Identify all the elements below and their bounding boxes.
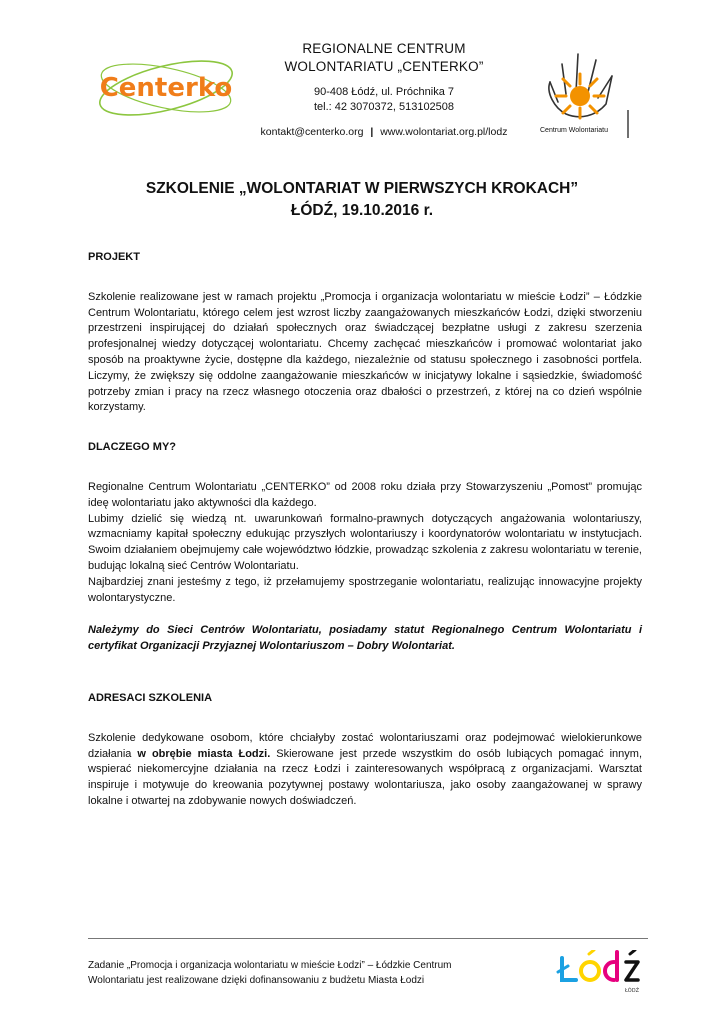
dlaczego-paragraph-2: Lubimy dzielić się wiedzą nt. uwarunkowań formalno-prawnych dotyczących angażowania wolontariuszy, wzmacniamy kapitał społeczny edukując przyszłych wolontariuszy i koordynatorów wolontariatu w instytucjach. Swoim działaniem obejmujemy całe województwo łódzkie, prowadząc szkolenia z zakresu wolontariatu w terenie, budując lokalną sieć Centrów Wolontariatu. — [88, 512, 642, 572]
footer-divider — [88, 938, 648, 939]
lodz-logo-caption: ŁÓDŹ — [624, 988, 640, 994]
section-heading-dlaczego: DLACZEGO MY? — [88, 441, 176, 454]
org-website[interactable]: www.wolontariat.org.pl/lodz — [380, 126, 508, 138]
section-heading-projekt: PROJEKT — [88, 251, 140, 263]
adresaci-paragraph — [88, 731, 642, 810]
dlaczego-paragraph-1: Regionalne Centrum Wolontariatu „CENTERKO” od 2008 roku działa przy Stowarzyszeniu „Pomost” promując ideę wolontariatu jako aktywności dla każdego. — [88, 480, 642, 509]
org-name-line2: WOLONTARIATU „CENTERKO” — [284, 59, 484, 74]
adresaci-bold: w obrębie miasta Łodzi. — [137, 747, 271, 760]
document-title — [0, 178, 724, 222]
centerko-logo-text: Centerko — [99, 73, 233, 103]
title-line2: ŁÓDŹ, 19.10.2016 r. — [290, 202, 434, 219]
title-line1: SZKOLENIE „WOLONTARIAT W PIERWSZYCH KROKACH” — [145, 180, 579, 197]
adresaci-text-1: Szkolenie dedykowane osobom, które chciałyby zostać wolontariuszami oraz podejmować wielokierunkowe działania — [88, 731, 642, 760]
centerko-logo — [92, 50, 240, 126]
projekt-paragraph: Szkolenie realizowane jest w ramach projektu „Promocja i organizacja wolontariatu w mieście Łodzi” – Łódzkie Centrum Wolontariatu, którego celem jest wzrost liczby zaangażowanych mieszkańców Łodzi, dzięki stworzeniu przestrzeni inspirującej do działań społecznych oraz świadczącej bezpłatne usługi z zakresu szerzenia profesjonalnej wiedzy dotyczącej wolontariatu. Chcemy zachęcać mieszkańców i promować wolontariat jako sposób na proaktywne życie, dostępne dla każdego, niezależnie od statusu społecznego i zasobności portfela. Liczymy, że zwiększy się oddolne zaangażowanie mieszkańców w inicjatywy lokalne i sąsiedzkie, świadomość potrzeby zmian i pracy na rzecz własnego otoczenia oraz dbałości o przestrzeń, z której na co dzień wspólnie korzystamy. — [88, 290, 642, 414]
contact-separator: | — [370, 126, 374, 138]
org-name-line1: REGIONALNE CENTRUM — [302, 41, 466, 56]
adresaci-text-2: Skierowane jest przede wszystkim do osób lubiących pomagać innym, wspierać niekomercyjne działania na rzecz Łodzi i zainteresowanych współpracą z organizacjami. Warsztat inspiruje i motywuje do kreowania pozytywnej postawy wolontariusza, jako osoby zaangażowanej w sprawy lokalne i otwartej na zdobywanie nowych doświadczeń. — [88, 747, 643, 807]
org-address: 90-408 Łódź, ul. Próchnika 7 — [313, 86, 455, 98]
footer-line2: Wolontariatu jest realizowane dzięki dofinansowaniu z budżetu Miasta Łodzi — [88, 975, 425, 986]
document-body — [88, 250, 642, 810]
logo-right-caption: Centrum Wolontariatu — [540, 127, 608, 134]
org-contact — [246, 126, 522, 138]
dlaczego-emphasis: Należymy do Sieci Centrów Wolontariatu, posiadamy statut Regionalnego Centrum Wolontariatu i certyfikat Organizacji Przyjaznej Wolontariuszom – Dobry Wolontariat. — [88, 624, 642, 653]
lodz-city-logo — [556, 950, 642, 996]
section-heading-adresaci: ADRESACI SZKOLENIA — [88, 691, 213, 704]
org-phone: tel.: 42 3070372, 513102508 — [313, 101, 455, 113]
org-info — [246, 40, 522, 115]
footer-line1: Zadanie „Promocja i organizacja wolontariatu w mieście Łodzi” – Łódzkie Centrum — [88, 960, 452, 971]
org-email[interactable]: kontakt@centerko.org — [260, 126, 364, 138]
dlaczego-paragraph-3: Najbardziej znani jesteśmy z tego, iż przełamujemy spostrzeganie wolontariatu, realizując innowacyjne projekty wolontarystyczne. — [88, 575, 642, 604]
footer-text — [88, 958, 508, 988]
